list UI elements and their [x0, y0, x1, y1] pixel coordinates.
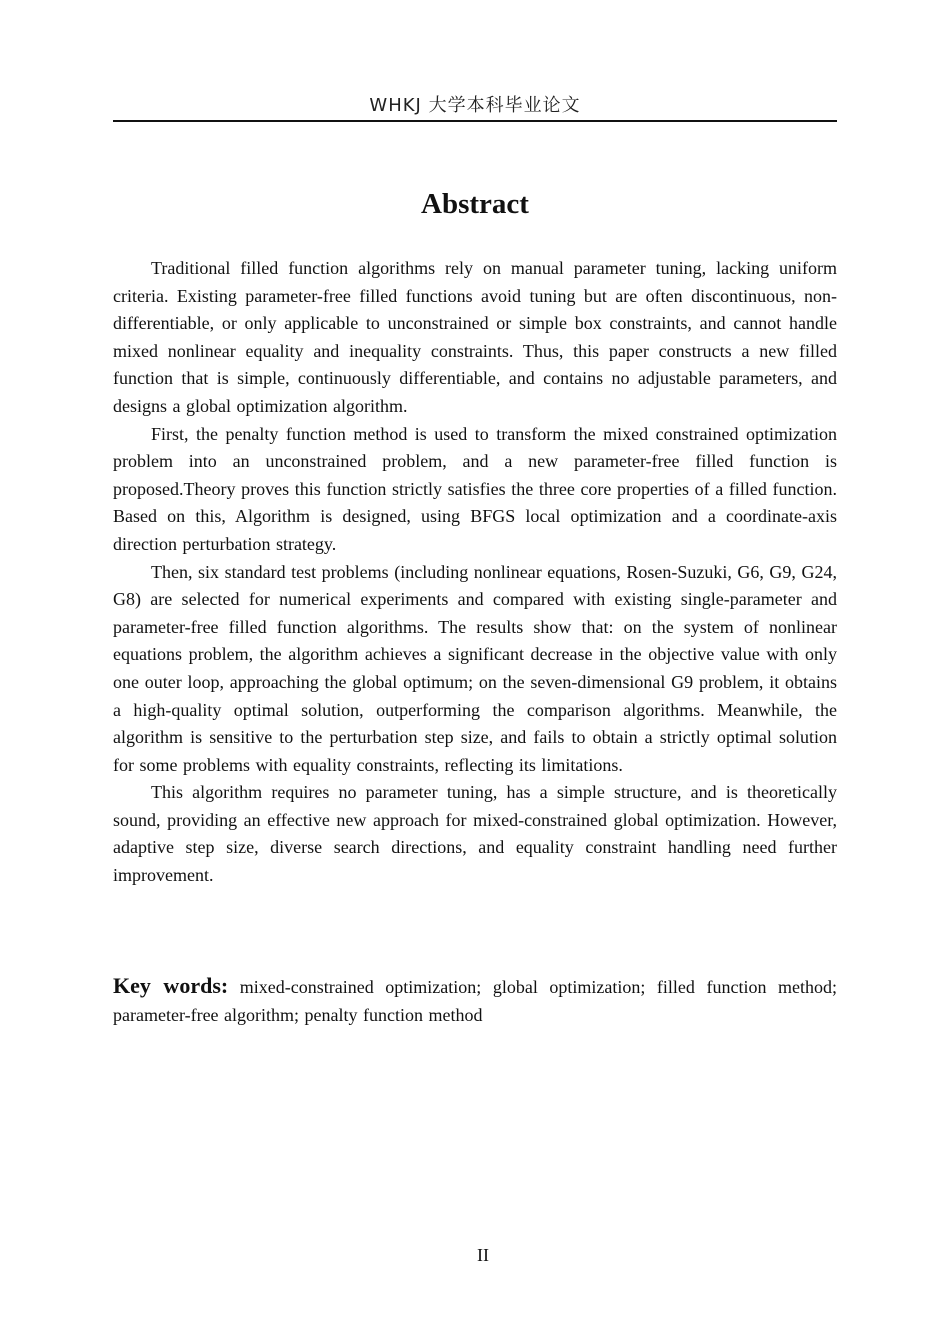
- abstract-paragraph-4: This algorithm requires no parameter tuning, has a simple structure, and is theoretically sound, providing an effective new approach for mixed-constrained global optimization. However, adaptive step size, diverse search directions, and equality constraint handling need further improvement.: [113, 782, 837, 886]
- keywords-label: Key words:: [113, 973, 229, 998]
- keywords: [113, 972, 837, 1029]
- abstract-paragraph-2: First, the penalty function method is used to transform the mixed constrained optimization problem into an unconstrained problem, and a new parameter-free filled function is proposed.Theory proves this function strictly satisfies the three core properties of a filled function. Based on this, Algorithm is designed, using BFGS local optimization and a coordinate-axis direction perturbation strategy.: [113, 423, 837, 554]
- abstract-title: Abstract: [421, 188, 529, 220]
- running-header-title: WHKJ 大学本科毕业论文: [369, 95, 581, 116]
- page-number: II: [477, 1245, 489, 1265]
- abstract-body: [113, 255, 837, 890]
- running-header: [113, 92, 837, 122]
- keywords-text: mixed-constrained optimization; global optimization; filled function method; parameter-free algorithm; penalty function method: [113, 977, 838, 1025]
- abstract-paragraph-3: Then, six standard test problems (including nonlinear equations, Rosen-Suzuki, G6, G9, G24, G8) are selected for numerical experiments and compared with existing single-parameter and parameter-free filled function algorithms. The results show that: on the system of nonlinear equations problem, the algorithm achieves a significant decrease in the objective value with only one outer loop, approaching the global optimum; on the seven-dimensional G9 problem, it obtains a high-quality optimal solution, outperforming the comparison algorithms. Meanwhile, the algorithm is sensitive to the perturbation step size, and fails to obtain a strictly optimal solution for some problems with equality constraints, reflecting its limitations.: [113, 561, 837, 775]
- abstract-paragraph-1: Traditional filled function algorithms rely on manual parameter tuning, lacking uniform criteria. Existing parameter-free filled functions avoid tuning but are often discontinuous, non-differentiable, or only applicable to unconstrained or simple box constraints, and cannot handle mixed nonlinear equality and inequality constraints. Thus, this paper constructs a new filled function that is simple, continuously differentiable, and contains no adjustable parameters, and designs a global optimization algorithm.: [113, 258, 837, 416]
